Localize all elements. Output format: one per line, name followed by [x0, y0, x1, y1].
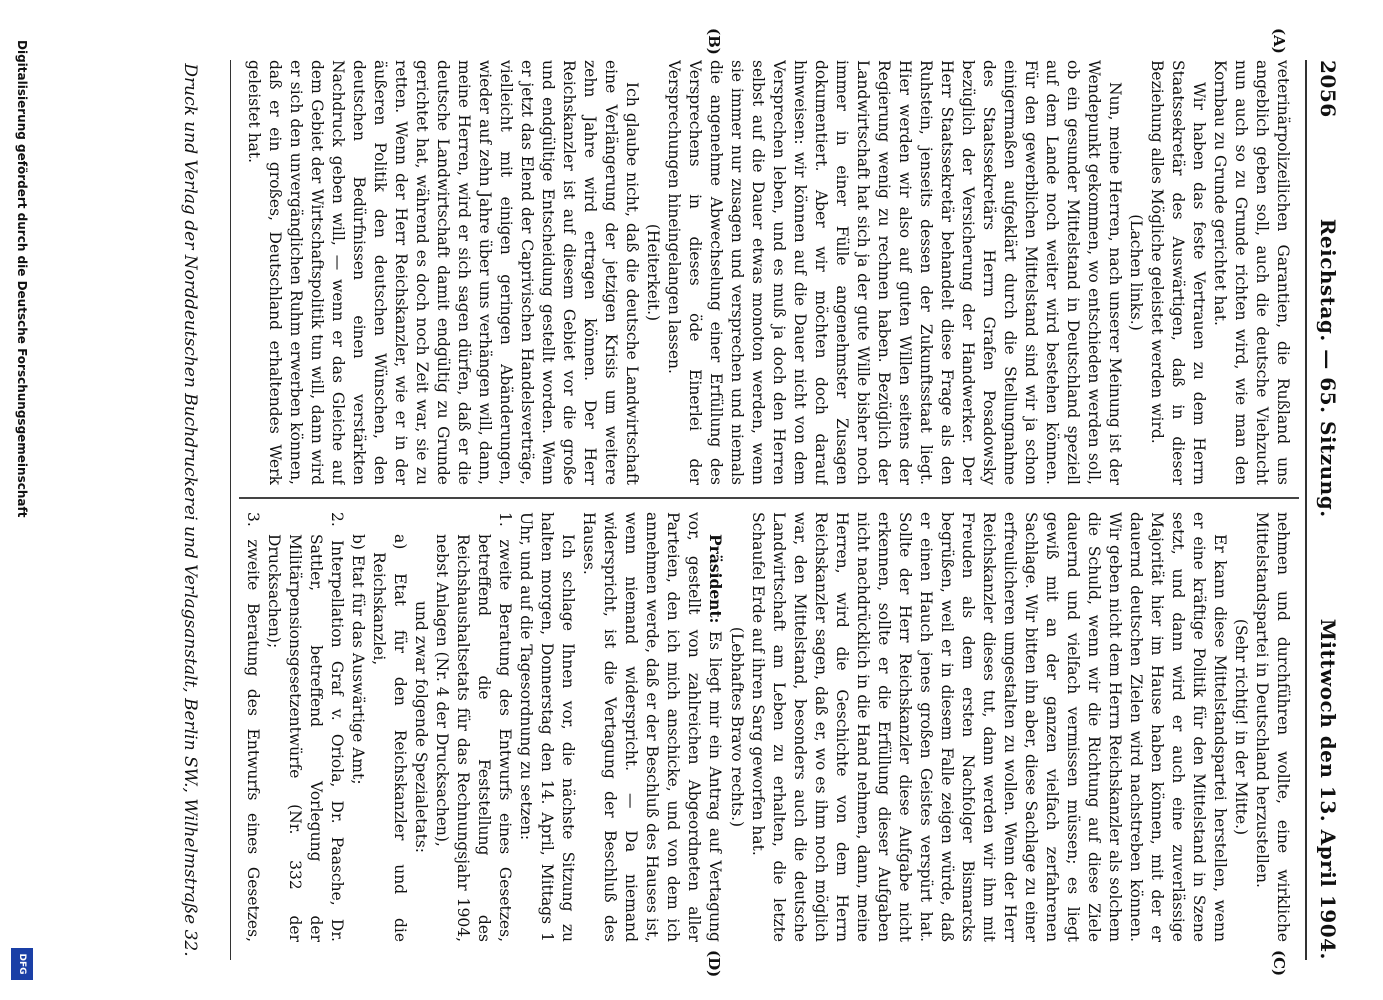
page-number: 2056 [1316, 60, 1340, 118]
digitization-sidebar [11, 40, 33, 980]
footer-rule [230, 60, 231, 960]
margin-marker-b: (B) [705, 28, 723, 55]
agenda-subitem: b) Etat für das Auswärtige Amt; [349, 534, 367, 785]
paragraph: Ich schlage Ihnen vor, die nächste Sitzung zu halten morgen, Donnerstag den 14. April, Mittags 1 Uhr, und auf die Tagesordnung zu setzen: [517, 512, 577, 942]
agenda-subitem: a) Etat für den Reichskanzler und die Reichskanzlei, [370, 534, 409, 942]
imprint-footer: Druck und Verlag der Norddeutschen Buchdruckerei und Verlagsanstalt, Berlin SW., Wilhelmstraße 32. [180, 63, 200, 957]
header-rule [1305, 60, 1307, 960]
running-title: Reichstag. — 65. Sitzung. [1316, 218, 1340, 518]
margin-marker-d: (D) [705, 950, 723, 978]
dfg-logo: DFG [11, 948, 33, 980]
paragraph: Wir haben das feste Vertrauen zu dem Herrn Staatssekretär des Auswärtigen, daß in dieser Beziehung alles Mögliche geleistet werden wird. [1148, 60, 1208, 485]
statement-text: Es liegt mir ein Antrag auf Vertagung vor, gestellt von zahlreichen Abgeordneten aller Parteien, den ich mich anschicke, und von dem ich annehmen werde, daß er der Beschluß des Hauses ist, wenn niemand widerspricht. — Da niemand widerspricht, ist die Vertagung der Beschluß des Hauses. [580, 512, 724, 942]
interjection: (Sehr richtig! in der Mitte.) [1232, 618, 1250, 836]
speaker-label: Präsident: [706, 534, 725, 624]
paragraph: Nun, meine Herren, nach unserer Meinung ist der Wendepunkt gekommen, wo entschieden werden soll, ob ein gesunder Mittelstand in Deutschland speziell auf dem Lande noch weiter wird bestehen können. Für den gewerblichen Mittelstand sind wir ja schon einigermaßen aufgeklärt durch die Stellungnahme des Staatssekretärs Herrn Grafen Posadowsky bezüglich der Versicherung der Handwerker. Der Herr Staatssekretär behandelt diese Frage als den Ruhstein, jenseits dessen der Zukunftsstaat liegt. Hier werden wir also auf guten Willen seitens der Regierung wenig zu rechnen haben. Bezüglich der Landwirtschaft hat sich ja der gute Wille bisher noch immer in einer Fülle angenehmster Zusagen dokumentiert. Aber wir möchten doch darauf hinweisen: wir können auf die Dauer nicht von dem Versprechen leben, und es muß ja doch den Herren selbst auf die Dauer etwas monoton werden, wenn sie immer nur zusagen und versprechen und niemals die angenehme Abwechselung einer Erfüllung des Versprechens in dieses öde Einerlei der Versprechungen hineingelangen lassen. [665, 60, 1124, 485]
margin-marker-c: (C) [1270, 950, 1288, 977]
right-column [243, 512, 1293, 942]
paragraph: Ich glaube nicht, daß die deutsche Landwirtschaft eine Verlängerung der jetzigen Krisis um weitere zehn Jahre wird ertragen können. Der Herr Reichskanzler ist auf diesem Gebiet vor die große und endgültige Entscheidung gestellt worden. Wenn er jetzt das Elend der Caprivischen Handelsverträge, vielleicht mit einigen geringen Abänderungen, wieder auf zehn Jahre über uns verhängen will, dann, meine Herren, wird er sich sagen dürfen, daß er die deutsche Landwirtschaft damit endgültig zu Grunde gerichtet hat, während es doch noch Zeit war, sie zu retten. Wenn der Herr Reichskanzler, wie er in der äußeren Politik den deutschen Wünschen, den deutschen Bedürfnissen einen verstärkten Nachdruck geben will, — wenn er das Gleiche auf dem Gebiet der Wirtschaftspolitik tun will, dann wird er sich den unvergänglichen Ruhm erwerben können, daß er ein großes, Deutschland erhaltendes Werk geleistet hat. [245, 60, 641, 485]
agenda-item: 1. zweite Beratung des Entwurfs eines Gesetzes, betreffend die Feststellung des Reichshaushaltsetats für das Rechnungsjahr 1904, nebst Anlagen (Nr. 4 der Drucksachen), [433, 512, 514, 942]
paragraph: veterinärpolizeilichen Garantien, die Rußland uns angeblich geben soll, auch die deutsche Viehzucht nun auch so zu Grunde richten wird, wie man den Kornbau zu Grunde gerichtet hat. [1211, 60, 1292, 485]
column-divider [239, 497, 1299, 499]
paragraph: Er kann diese Mittelstandspartei herstellen, wenn er eine kräftige Politik für den Mittelstand in Szene setzt, und dann wird er auch eine zuverlässige Majorität hier im Hause haben können, mit der er dauernd deutschen Zielen wird nachstreben können. Wir geben nicht dem Herrn Reichskanzler als solchem die Schuld, wenn wir die Richtung auf diese Ziele dauernd und vielfach vermissen müssen; es liegt gewiß mit an der ganzen vielfach zerfahrenen Sachlage. Wir bitten ihn aber, diese Sachlage zu einer erfreulicheren umgestalten zu wollen. Wenn der Herr Reichskanzler dieses tut, dann werden wir ihm mit Freuden als dem ersten Nachfolger Bismarcks begrüßen, weil er in diesem Falle zeigen würde, daß er einen Hauch jenes großen Geistes verspürt hat. Sollte der Herr Reichskanzler diese Aufgabe nicht erkennen, sollte er die Erfüllung dieser Aufgaben nicht nachdrücklich in die Hand nehmen, dann, meine Herren, wird die Geschichte von dem Herrn Reichskanzler sagen, daß er, wo es ihm noch möglich war, den Mittelstand, besonders auch die deutsche Landwirtschaft am Leben zu erhalten, die letzte Schaufel Erde auf ihren Sarg geworfen hat. [749, 512, 1229, 942]
agenda-subheading: und zwar folgende Spezialetats: [412, 600, 430, 854]
agenda-item: 2. Interpellation Graf v. Oriola, Dr. Paasche, Dr. Sattler, betreffend Vorlegung der Militärpensionsgesetzentwürfe (Nr. 332 der Drucksachen); [265, 512, 346, 942]
interjection: (Lachen links.) [1127, 214, 1145, 331]
digitization-note: Digitalisierung gefördert durch die Deutsche Forschungsgemeinschaft [15, 40, 29, 518]
interjection: (Lebhaftes Bravo rechts.) [728, 626, 746, 828]
session-date: Mittwoch den 13. April 1904. [1316, 618, 1340, 960]
page-header [1313, 60, 1343, 960]
margin-marker-a: (A) [1270, 28, 1288, 54]
president-statement [578, 512, 726, 942]
left-column [243, 60, 1293, 485]
interjection: (Heiterkeit.) [644, 223, 662, 322]
paragraph: nehmen und durchführen wollte, eine wirkliche Mittelstandspartei in Deutschland herzustellen. [1253, 512, 1292, 942]
agenda-item: 3. zweite Beratung des Entwurfs eines Gesetzes, [244, 512, 262, 942]
